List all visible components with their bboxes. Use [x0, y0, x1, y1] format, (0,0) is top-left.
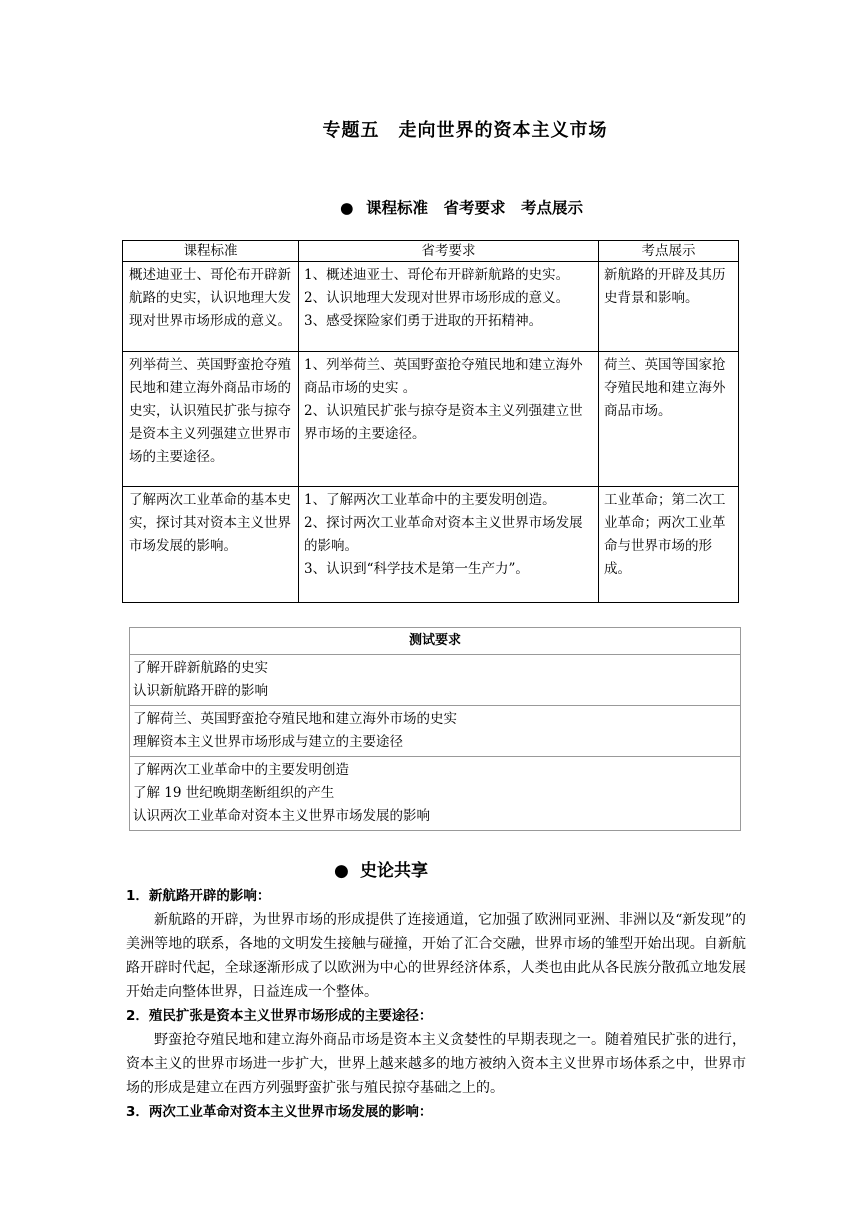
requirement-line: 3、感受探险家们勇于进取的开拓精神。: [304, 313, 543, 329]
section-heading-text: 课程标准 省考要求 考点展示: [366, 199, 584, 217]
table-row: [123, 352, 739, 487]
requirements-cell: [299, 262, 599, 352]
section-heading-text: 史论共享: [360, 861, 428, 881]
table-row: [123, 262, 739, 352]
test-item: 认识新航路开辟的影响: [133, 683, 268, 699]
requirement-line: 1、列举荷兰、英国野蛮抢夺殖民地和建立海外商品市场的史实 。: [304, 357, 583, 396]
points-cell: 工业革命；第二次工业革命；两次工业革命与世界市场的形成。: [599, 487, 739, 603]
test-group-cell: [130, 706, 741, 757]
requirement-line: 1、概述迪亚士、哥伦布开辟新航路的史实。: [304, 267, 570, 283]
essay-subheading: 2．殖民扩张是资本主义世界市场形成的主要途径：: [126, 1008, 433, 1024]
bullet-icon: ●: [340, 199, 354, 217]
requirement-line: 1、了解两次工业革命中的主要发明创造。: [304, 492, 556, 508]
column-header-requirements: 省考要求: [299, 241, 599, 262]
column-header-standard: 课程标准: [123, 241, 299, 262]
test-requirements-header: 测试要求: [130, 628, 741, 655]
test-item: 了解荷兰、英国野蛮抢夺殖民地和建立海外市场的史实: [133, 711, 457, 727]
table-header-row: [123, 241, 739, 262]
table-row: [130, 757, 741, 831]
table-header-row: [130, 628, 741, 655]
bullet-icon: ●: [334, 861, 349, 881]
standard-cell: 了解两次工业革命的基本史实，探讨其对资本主义世界市场发展的影响。: [123, 487, 299, 603]
section-heading-discussion: [334, 856, 428, 881]
curriculum-table: [122, 240, 739, 603]
essay-body: [126, 884, 746, 1124]
essay-subheading: 1．新航路开辟的影响：: [126, 888, 271, 904]
column-header-points: 考点展示: [599, 241, 739, 262]
page-title: 专题五 走向世界的资本主义市场: [322, 120, 608, 141]
points-cell: 荷兰、英国等国家抢夺殖民地和建立海外商品市场。: [599, 352, 739, 487]
table-row: [130, 655, 741, 706]
test-group-cell: [130, 757, 741, 831]
requirement-line: 3、认识到“科学技术是第一生产力”。: [304, 561, 529, 577]
test-item: 认识两次工业革命对资本主义世界市场发展的影响: [133, 808, 430, 824]
requirement-line: 2、探讨两次工业革命对资本主义世界市场发展的影响。: [304, 515, 583, 554]
test-requirements-table: [129, 627, 741, 831]
test-item: 了解 19 世纪晚期垄断组织的产生: [133, 785, 335, 801]
test-group-cell: [130, 655, 741, 706]
test-item: 了解开辟新航路的史实: [133, 660, 268, 676]
standard-cell: 概述迪亚士、哥伦布开辟新航路的史实，认识地理大发现对世界市场形成的意义。: [123, 262, 299, 352]
points-cell: 新航路的开辟及其历史背景和影响。: [599, 262, 739, 352]
requirement-line: 2、认识地理大发现对世界市场形成的意义。: [304, 290, 570, 306]
requirements-cell: [299, 487, 599, 603]
essay-subheading: 3．两次工业革命对资本主义世界市场发展的影响：: [126, 1104, 433, 1120]
test-item: 理解资本主义世界市场形成与建立的主要途径: [133, 734, 403, 750]
essay-paragraph: 野蛮抢夺殖民地和建立海外商品市场是资本主义贪婪性的早期表现之一。随着殖民扩张的进行，资本主义的世界市场进一步扩大，世界上越来越多的地方被纳入资本主义世界市场体系之中，世界市场的形成是建立在西方列强野蛮扩张与殖民掠夺基础之上的。: [126, 1032, 746, 1096]
requirements-cell: [299, 352, 599, 487]
standard-cell: 列举荷兰、英国野蛮抢夺殖民地和建立海外商品市场的史实，认识殖民扩张与掠夺是资本主义列强建立世界市场的主要途径。: [123, 352, 299, 487]
table-row: [123, 487, 739, 603]
test-item: 了解两次工业革命中的主要发明创造: [133, 762, 349, 778]
requirement-line: 2、认识殖民扩张与掠夺是资本主义列强建立世界市场的主要途径。: [304, 403, 583, 442]
table-row: [130, 706, 741, 757]
essay-paragraph: 新航路的开辟，为世界市场的形成提供了连接通道，它加强了欧洲同亚洲、非洲以及“新发现”的美洲等地的联系，各地的文明发生接触与碰撞，开始了汇合交融，世界市场的雏型开始出现。自新航路开辟时代起，全球逐渐形成了以欧洲为中心的世界经济体系，人类也由此从各民族分散孤立地发展开始走向整体世界，日益连成一个整体。: [126, 912, 746, 1000]
section-heading-curriculum: [340, 196, 583, 218]
